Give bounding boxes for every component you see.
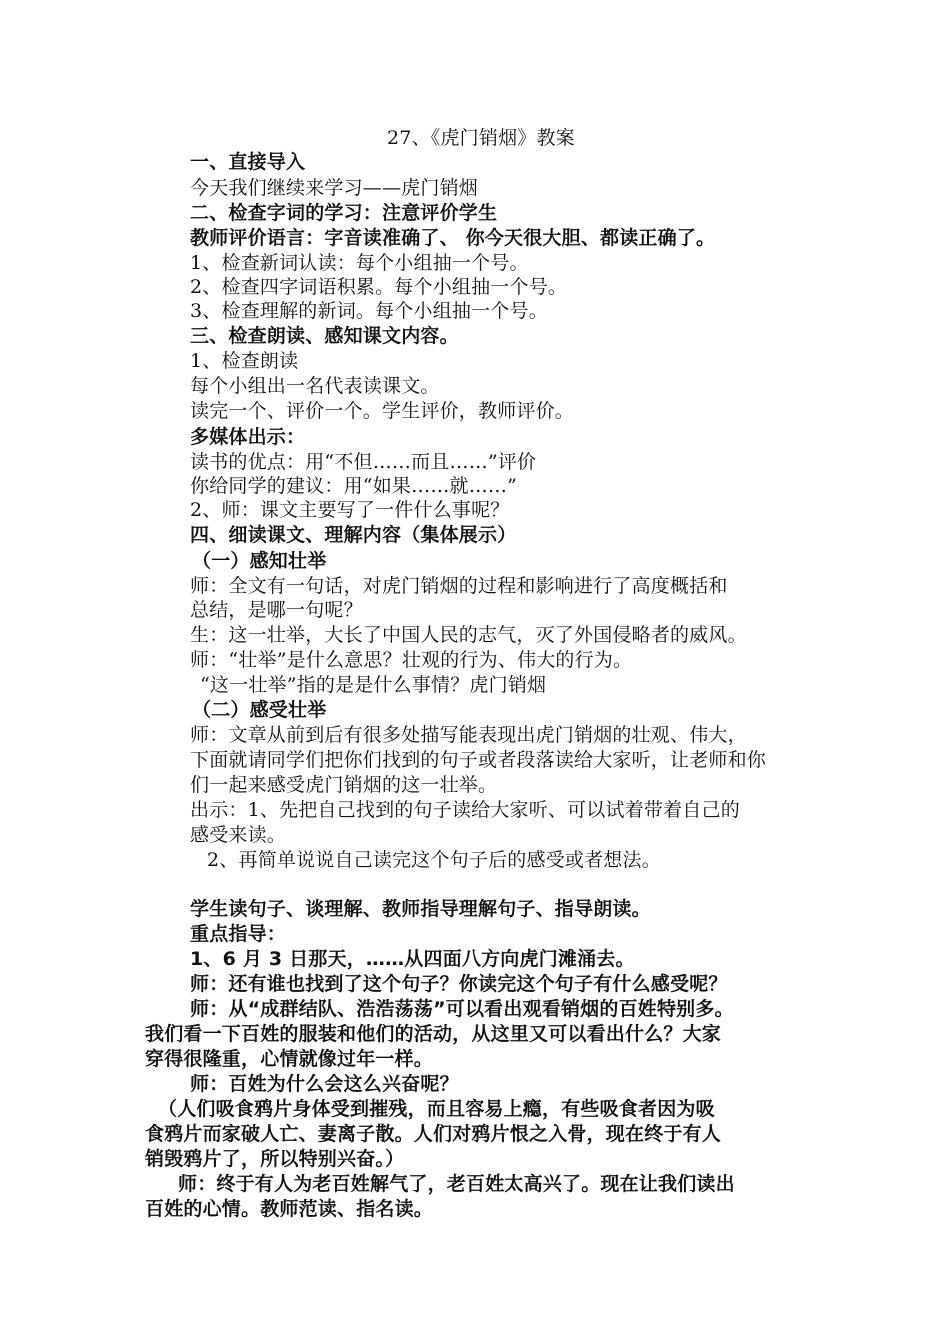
body-line: 师：全文有一句话，对虎门销烟的过程和影响进行了高度概括和	[190, 575, 728, 597]
subsection-heading: （二）感受壮举	[192, 699, 327, 721]
body-line: 3、检查理解的新词。每个小组抽一个号。	[190, 300, 548, 322]
body-line: 2、检查四字词语积累。每个小组抽一个号。	[190, 276, 568, 298]
body-line: 感受来读。	[190, 824, 287, 846]
document-title: 27、《虎门销烟》教案	[387, 127, 575, 149]
body-line: 我们看一下百姓的服装和他们的活动，从这里又可以看出什么？大家	[145, 1023, 722, 1045]
body-line: 师：终于有人为老百姓解气了，老百姓太高兴了。现在让我们读出	[178, 1173, 735, 1195]
body-line: 师：文章从前到后有很多处描写能表现出虎门销烟的壮观、伟大，	[190, 724, 747, 746]
body-line: 生：这一壮举，大长了中国人民的志气，灭了外国侵略者的威风。	[190, 624, 747, 646]
body-line: 1、检查新词认读：每个小组抽一个号。	[190, 252, 529, 274]
body-line: 们一起来感受虎门销烟的这一壮举。	[190, 774, 498, 796]
body-line: 1、检查朗读	[190, 350, 299, 372]
section-heading: 四、细读课文、理解内容（集体展示）	[190, 524, 517, 546]
subsection-heading: （一）感知壮举	[192, 550, 327, 572]
body-line: 下面就请同学们把你们找到的句子或者段落读给大家听，让老师和你	[190, 749, 767, 771]
body-line: 多媒体出示：	[190, 426, 306, 448]
section-heading: 二、检查字词的学习：注意评价学生	[190, 202, 498, 224]
body-line: “这一壮举”指的是是什么事情？虎门销烟	[200, 674, 547, 696]
section-heading: 三、检查朗读、感知课文内容。	[190, 325, 459, 347]
body-line: 师：百姓为什么会这么兴奋呢？	[190, 1073, 459, 1095]
body-line: 销毁鸦片了，所以特别兴奋。）	[145, 1148, 405, 1170]
body-line: 重点指导：	[190, 923, 287, 945]
body-line: 2、再简单说说自己读完这个句子后的感受或者想法。	[207, 849, 661, 871]
body-line: 出示：1、先把自己找到的句子读给大家听、可以试着带着自己的	[190, 799, 740, 821]
body-line: 读书的优点：用“不但……而且……”评价	[190, 451, 537, 473]
body-line: 每个小组出一名代表读课文。	[190, 375, 440, 397]
body-line: 今天我们继续来学习——虎门销烟	[190, 177, 479, 199]
body-line: 食鸦片而家破人亡、妻离子散。人们对鸦片恨之入骨，现在终于有人	[145, 1123, 722, 1145]
body-line: 师：“壮举”是什么意思？壮观的行为、伟大的行为。	[190, 649, 633, 671]
body-line: （人们吸食鸦片身体受到摧残，而且容易上瘾，有些吸食者因为吸	[158, 1098, 715, 1120]
body-line: 你给同学的建议：用“如果……就……”	[190, 475, 518, 497]
body-line: 读完一个、评价一个。学生评价，教师评价。	[190, 400, 575, 422]
body-line: 1、6 月 3 日那天，……从四面八方向虎门滩涌去。	[190, 948, 635, 970]
section-heading: 一、直接导入	[190, 151, 306, 173]
body-line: 师：从“成群结队、浩浩荡荡”可以看出观看销烟的百姓特别多。	[190, 998, 734, 1020]
body-line: 教师评价语言：字音读准确了、 你今天很大胆、都读正确了。	[190, 227, 716, 249]
body-line: 总结，是哪一句呢？	[190, 599, 363, 621]
body-line: 百姓的心情。教师范读、指名读。	[145, 1198, 434, 1220]
body-line: 学生读句子、谈理解、教师指导理解句子、指导朗读。	[190, 898, 651, 920]
body-line: 2、师：课文主要写了一件什么事呢？	[190, 499, 510, 521]
body-line: 穿得很隆重，心情就像过年一样。	[145, 1048, 434, 1070]
body-line: 师：还有谁也找到了这个句子？你读完这个句子有什么感受呢？	[190, 973, 728, 995]
